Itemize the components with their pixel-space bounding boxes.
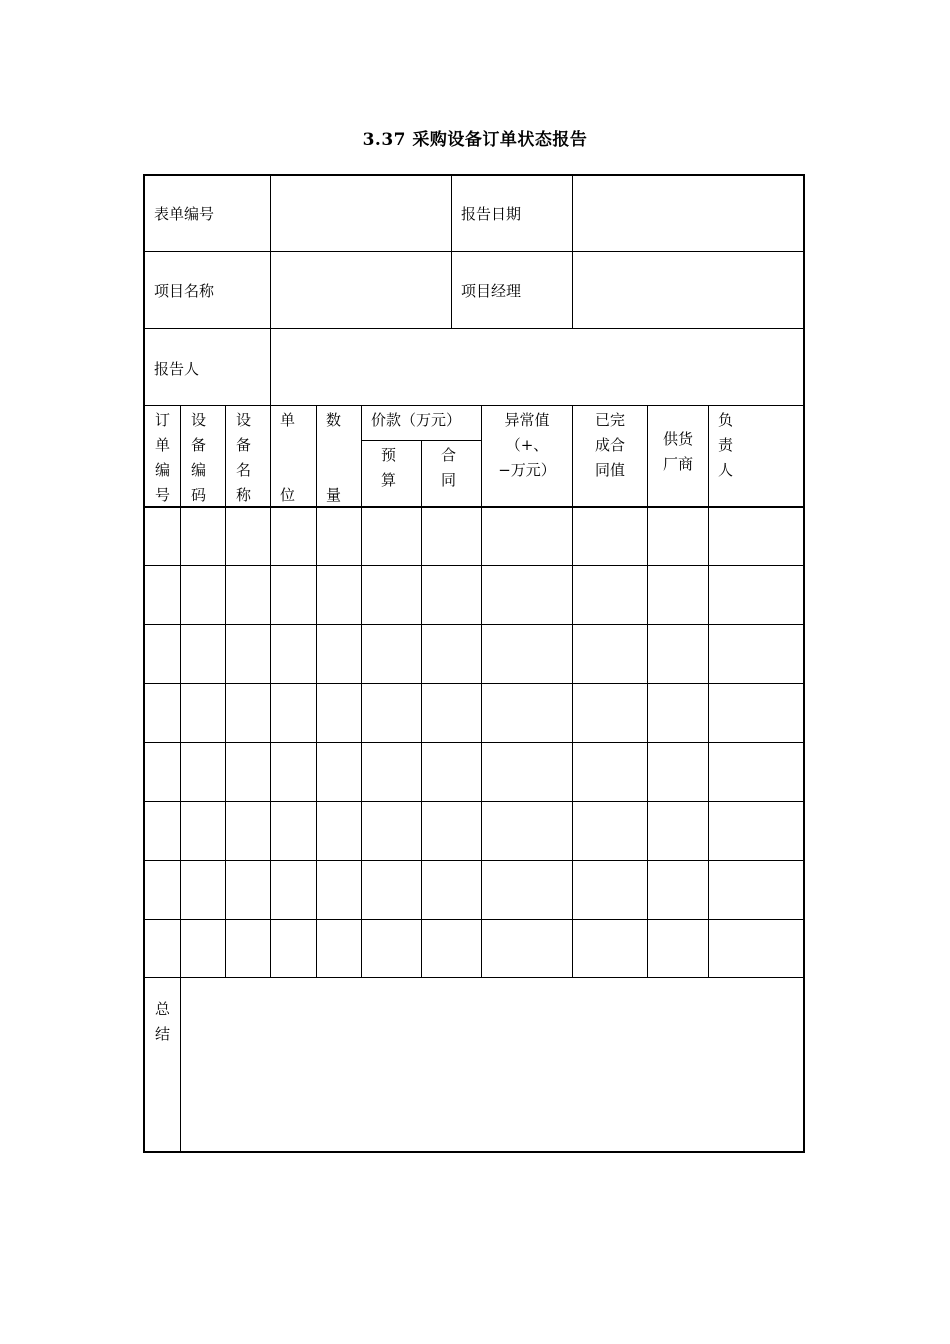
cell-supplier[interactable] bbox=[649, 508, 707, 564]
cell-order-no[interactable] bbox=[147, 862, 179, 918]
cell-qty[interactable] bbox=[318, 921, 360, 977]
cell-owner[interactable] bbox=[710, 744, 804, 800]
cell-abnormal[interactable] bbox=[483, 685, 571, 741]
cell-budget[interactable] bbox=[363, 744, 420, 800]
cell-equip-name[interactable] bbox=[227, 685, 269, 741]
cell-supplier[interactable] bbox=[649, 921, 707, 977]
cell-unit[interactable] bbox=[272, 626, 315, 682]
cell-equip-code[interactable] bbox=[182, 744, 224, 800]
cell-supplier[interactable] bbox=[649, 744, 707, 800]
cell-contract[interactable] bbox=[423, 508, 480, 564]
cell-equip-name[interactable] bbox=[227, 567, 269, 623]
col-completed-line: 已完 bbox=[594, 411, 625, 429]
form-no-field[interactable] bbox=[272, 176, 450, 250]
cell-unit[interactable] bbox=[272, 862, 315, 918]
cell-supplier[interactable] bbox=[649, 803, 707, 859]
cell-order-no[interactable] bbox=[147, 921, 179, 977]
cell-contract[interactable] bbox=[423, 626, 480, 682]
project-name-label: 项目名称 bbox=[154, 282, 215, 300]
cell-order-no[interactable] bbox=[147, 626, 179, 682]
cell-owner[interactable] bbox=[710, 803, 804, 859]
cell-supplier[interactable] bbox=[649, 685, 707, 741]
col-abnormal-line: 异常值 bbox=[504, 411, 550, 429]
row-divider bbox=[145, 860, 805, 861]
cell-qty[interactable] bbox=[318, 685, 360, 741]
col-owner: 负责人 bbox=[717, 411, 733, 479]
cell-qty[interactable] bbox=[318, 508, 360, 564]
cell-abnormal[interactable] bbox=[483, 862, 571, 918]
cell-owner[interactable] bbox=[710, 921, 804, 977]
row-divider bbox=[145, 801, 805, 802]
col-budget: 预算 bbox=[380, 446, 396, 489]
cell-completed[interactable] bbox=[574, 862, 646, 918]
cell-supplier[interactable] bbox=[649, 862, 707, 918]
cell-owner[interactable] bbox=[710, 567, 804, 623]
cell-completed[interactable] bbox=[574, 626, 646, 682]
cell-equip-name[interactable] bbox=[227, 508, 269, 564]
col-unit-top: 单 bbox=[280, 411, 296, 429]
cell-budget[interactable] bbox=[363, 508, 420, 564]
cell-completed[interactable] bbox=[574, 567, 646, 623]
cell-completed[interactable] bbox=[574, 803, 646, 859]
cell-qty[interactable] bbox=[318, 744, 360, 800]
cell-equip-name[interactable] bbox=[227, 803, 269, 859]
summary-divider bbox=[145, 977, 805, 978]
cell-equip-name[interactable] bbox=[227, 862, 269, 918]
cell-qty[interactable] bbox=[318, 862, 360, 918]
cell-abnormal[interactable] bbox=[483, 508, 571, 564]
cell-equip-name[interactable] bbox=[227, 921, 269, 977]
cell-owner[interactable] bbox=[710, 862, 804, 918]
cell-contract[interactable] bbox=[423, 921, 480, 977]
cell-equip-code[interactable] bbox=[182, 508, 224, 564]
col-qty-top: 数 bbox=[326, 411, 342, 429]
cell-owner[interactable] bbox=[710, 626, 804, 682]
cell-unit[interactable] bbox=[272, 921, 315, 977]
cell-contract[interactable] bbox=[423, 685, 480, 741]
cell-unit[interactable] bbox=[272, 508, 315, 564]
cell-budget[interactable] bbox=[363, 803, 420, 859]
col-completed-line: 同值 bbox=[594, 461, 625, 479]
cell-equip-code[interactable] bbox=[182, 567, 224, 623]
col-price: 价款（万元） bbox=[371, 411, 462, 429]
cell-abnormal[interactable] bbox=[483, 803, 571, 859]
header-col-divider bbox=[451, 176, 452, 328]
grid-col-line bbox=[361, 405, 362, 977]
cell-equip-name[interactable] bbox=[227, 744, 269, 800]
cell-owner[interactable] bbox=[710, 508, 804, 564]
cell-unit[interactable] bbox=[272, 685, 315, 741]
cell-abnormal[interactable] bbox=[483, 921, 571, 977]
cell-equip-code[interactable] bbox=[182, 921, 224, 977]
grid-col-line bbox=[270, 405, 271, 977]
grid-col-line bbox=[180, 405, 181, 977]
cell-budget[interactable] bbox=[363, 685, 420, 741]
row-divider bbox=[145, 624, 805, 625]
summary-label: 总结 bbox=[154, 1000, 170, 1043]
header-col-divider bbox=[572, 176, 573, 328]
cell-supplier[interactable] bbox=[649, 567, 707, 623]
cell-qty[interactable] bbox=[318, 567, 360, 623]
col-contract: 合同 bbox=[440, 446, 456, 489]
project-manager-label: 项目经理 bbox=[461, 282, 522, 300]
cell-order-no[interactable] bbox=[147, 567, 179, 623]
grid-col-line bbox=[316, 405, 317, 977]
report-date-field[interactable] bbox=[574, 176, 804, 250]
cell-owner[interactable] bbox=[710, 685, 804, 741]
page-title: 3.37 采购设备订单状态报告 bbox=[362, 130, 588, 150]
form-no-label: 表单编号 bbox=[154, 205, 215, 223]
report-date-label: 报告日期 bbox=[461, 205, 522, 223]
col-unit-bottom: 位 bbox=[280, 486, 296, 504]
grid-col-line bbox=[572, 405, 573, 977]
cell-completed[interactable] bbox=[574, 744, 646, 800]
cell-qty[interactable] bbox=[318, 803, 360, 859]
col-completed bbox=[573, 408, 647, 483]
cell-order-no[interactable] bbox=[147, 744, 179, 800]
col-abnormal bbox=[482, 408, 572, 483]
cell-order-no[interactable] bbox=[147, 508, 179, 564]
cell-budget[interactable] bbox=[363, 862, 420, 918]
col-abnormal-line: （+、 bbox=[505, 436, 549, 454]
reporter-label: 报告人 bbox=[154, 360, 200, 378]
cell-completed[interactable] bbox=[574, 685, 646, 741]
cell-unit[interactable] bbox=[272, 567, 315, 623]
grid-col-line bbox=[421, 440, 422, 977]
col-equip-name: 设备名称 bbox=[235, 411, 251, 504]
cell-budget[interactable] bbox=[363, 921, 420, 977]
project-manager-field[interactable] bbox=[574, 253, 804, 327]
grid-col-line bbox=[708, 405, 709, 977]
grid-col-line bbox=[481, 405, 482, 977]
col-supplier-line: 供货 bbox=[662, 430, 693, 448]
cell-completed[interactable] bbox=[574, 921, 646, 977]
grid-col-line bbox=[647, 405, 648, 977]
col-supplier-line: 厂商 bbox=[662, 455, 693, 473]
cell-completed[interactable] bbox=[574, 508, 646, 564]
cell-abnormal[interactable] bbox=[483, 744, 571, 800]
col-equip-code: 设备编码 bbox=[190, 411, 206, 504]
col-completed-line: 成合 bbox=[594, 436, 625, 454]
row-divider bbox=[145, 742, 805, 743]
cell-equip-code[interactable] bbox=[182, 803, 224, 859]
cell-unit[interactable] bbox=[272, 803, 315, 859]
row-divider bbox=[145, 683, 805, 684]
col-order-no: 订单编号 bbox=[154, 411, 170, 504]
cell-equip-code[interactable] bbox=[182, 685, 224, 741]
cell-order-no[interactable] bbox=[147, 803, 179, 859]
summary-col-line bbox=[180, 977, 181, 1153]
header-divider bbox=[145, 405, 805, 406]
cell-equip-name[interactable] bbox=[227, 626, 269, 682]
cell-contract[interactable] bbox=[423, 567, 480, 623]
price-subheader-divider bbox=[362, 440, 482, 441]
cell-abnormal[interactable] bbox=[483, 626, 571, 682]
col-qty-bottom: 量 bbox=[326, 486, 342, 504]
project-name-field[interactable] bbox=[272, 253, 450, 327]
cell-budget[interactable] bbox=[363, 567, 420, 623]
cell-abnormal[interactable] bbox=[483, 567, 571, 623]
cell-equip-code[interactable] bbox=[182, 862, 224, 918]
cell-contract[interactable] bbox=[423, 744, 480, 800]
order-status-form bbox=[143, 174, 805, 1153]
cell-qty[interactable] bbox=[318, 626, 360, 682]
summary-field[interactable] bbox=[182, 979, 804, 1151]
cell-supplier[interactable] bbox=[649, 626, 707, 682]
row-divider bbox=[145, 919, 805, 920]
cell-equip-code[interactable] bbox=[182, 626, 224, 682]
reporter-field[interactable] bbox=[272, 330, 804, 404]
cell-unit[interactable] bbox=[272, 744, 315, 800]
cell-order-no[interactable] bbox=[147, 685, 179, 741]
col-supplier bbox=[648, 427, 708, 477]
grid-col-line bbox=[225, 405, 226, 977]
header-divider bbox=[145, 251, 805, 252]
cell-contract[interactable] bbox=[423, 862, 480, 918]
col-abnormal-line: −万元） bbox=[498, 461, 556, 479]
row-divider bbox=[145, 565, 805, 566]
cell-budget[interactable] bbox=[363, 626, 420, 682]
header-divider bbox=[145, 328, 805, 329]
cell-contract[interactable] bbox=[423, 803, 480, 859]
